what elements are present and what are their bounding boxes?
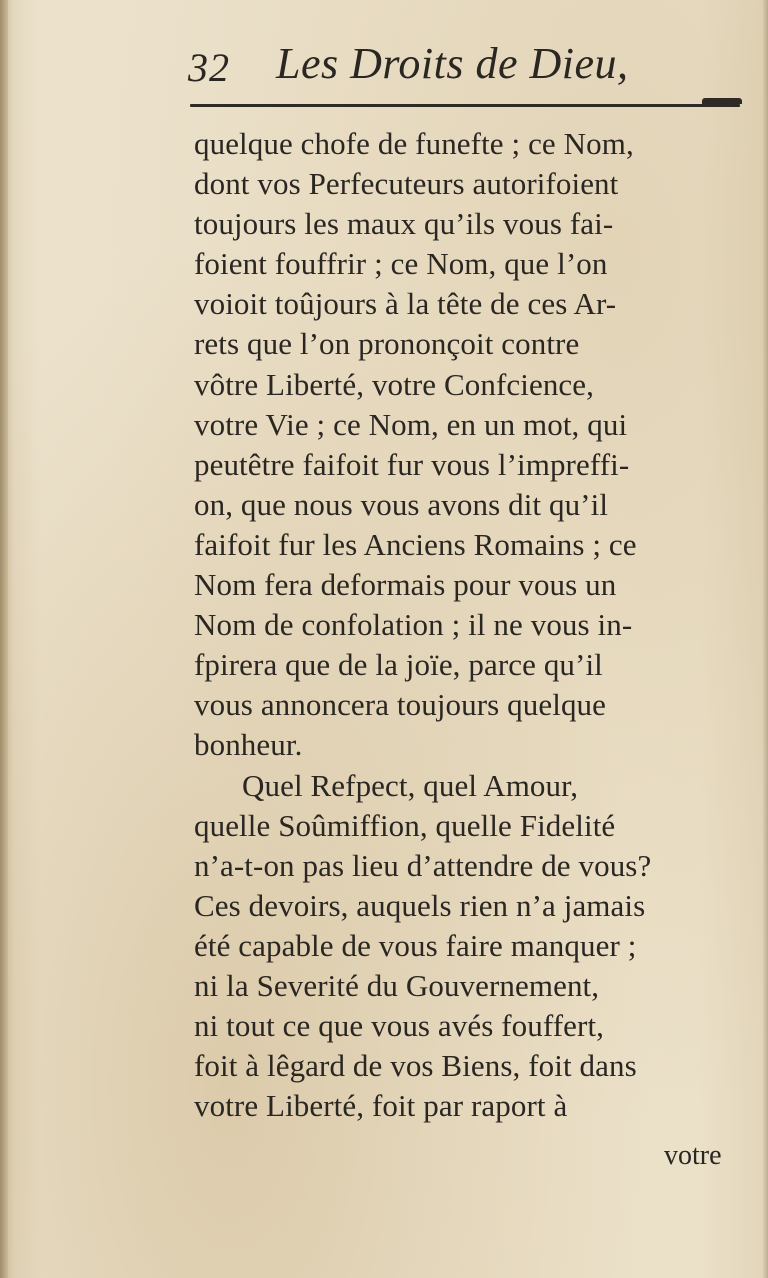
paragraph-start-line: Quel Refpect, quel Amour, xyxy=(242,767,579,803)
catchword: votre xyxy=(664,1140,722,1171)
header-rule xyxy=(190,104,740,107)
running-title: Les Droits de Dieu, xyxy=(276,39,629,88)
text-line: foient fouffrir ; ce Nom, que l’on xyxy=(194,246,608,282)
text-line: vôtre Liberté, votre Confcience, xyxy=(194,366,594,402)
text-line: ni tout ce que vous avés fouffert, xyxy=(194,1008,605,1044)
text-line: dont vos Perfecuteurs autorifoient xyxy=(194,166,619,202)
text-line: vous annoncera toujours quelque xyxy=(194,687,607,723)
text-line: votre Liberté, foit par raport à xyxy=(194,1088,568,1124)
text-line: n’a-t-on pas lieu d’attendre de vous? xyxy=(194,847,652,883)
text-line: été capable de vous faire manquer ; xyxy=(194,927,637,963)
page-header xyxy=(180,38,740,98)
text-line: bonheur. xyxy=(194,727,303,763)
text-line: Nom fera deformais pour vous un xyxy=(194,567,617,603)
text-line: quelque chofe de funefte ; ce Nom, xyxy=(194,126,634,161)
text-line: fpirera que de la joïe, parce qu’il xyxy=(194,647,603,683)
text-line: quelle Soûmiffion, quelle Fidelité xyxy=(194,807,616,843)
text-line: peutêtre faifoit fur vous l’impreffi- xyxy=(194,446,630,482)
page-gutter xyxy=(0,0,8,1278)
body-text xyxy=(194,124,764,1126)
text-line: Ces devoirs, auquels rien n’a jamais xyxy=(194,887,646,923)
text-line: ni la Severité du Gouvernement, xyxy=(194,967,600,1003)
text-line: voioit toûjours à la tête de ces Ar- xyxy=(194,286,617,322)
page-edge-shadow xyxy=(762,0,768,1278)
text-line: Nom de confolation ; il ne vous in- xyxy=(194,607,633,643)
page-number: 32 xyxy=(188,45,230,90)
text-line: rets que l’on prononçoit contre xyxy=(194,326,580,362)
text-line: foit à lêgard de vos Biens, foit dans xyxy=(194,1048,637,1084)
text-line: votre Vie ; ce Nom, en un mot, qui xyxy=(194,406,628,442)
header-rule-flourish xyxy=(702,98,742,104)
text-line: on, que nous vous avons dit qu’il xyxy=(194,486,609,522)
text-line: toujours les maux qu’ils vous fai- xyxy=(194,206,614,242)
text-line: faifoit fur les Anciens Romains ; ce xyxy=(194,526,637,562)
